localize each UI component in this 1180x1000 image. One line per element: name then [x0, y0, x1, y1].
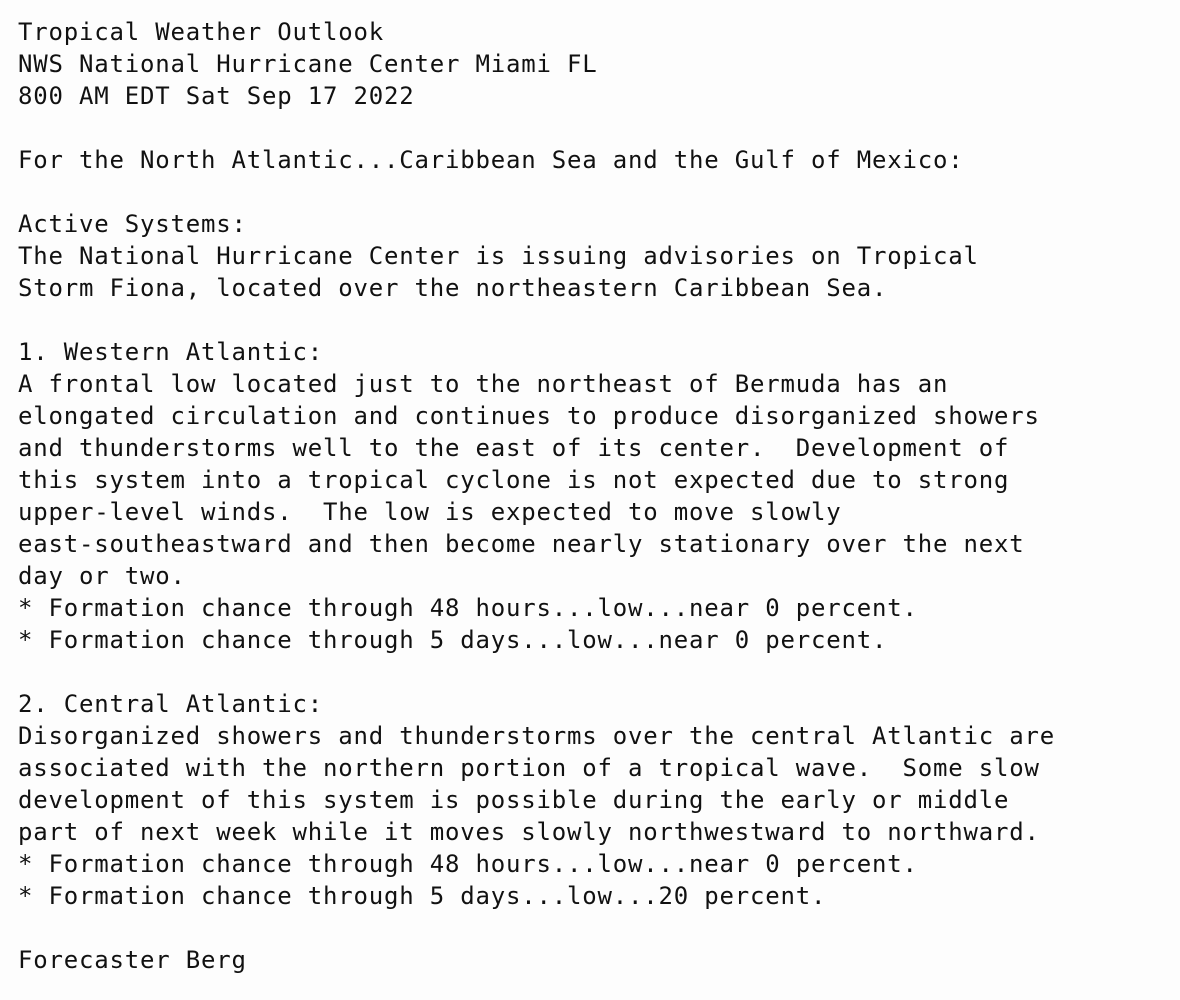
active-systems-heading: Active Systems: [18, 210, 247, 238]
system-2-text: Disorganized showers and thunderstorms over the central Atlantic are [18, 722, 1055, 750]
system-1-heading: 1. Western Atlantic: [18, 338, 323, 366]
document-title: Tropical Weather Outlook [18, 18, 384, 46]
system-1-text: A frontal low located just to the northeast of Bermuda has an [18, 370, 949, 398]
system-1-text: day or two. [18, 562, 186, 590]
issuing-office: NWS National Hurricane Center Miami FL [18, 50, 598, 78]
forecaster-signature: Forecaster Berg [18, 946, 247, 974]
system-2-text: associated with the northern portion of a tropical wave. Some slow [18, 754, 1040, 782]
spacer [18, 304, 1180, 336]
active-systems-text: The National Hurricane Center is issuing advisories on Tropical [18, 242, 979, 270]
system-1-text: and thunderstorms well to the east of its center. Development of [18, 434, 1010, 462]
system-2-chance-5d: * Formation chance through 5 days...low...20 percent. [18, 882, 827, 910]
system-1-text: elongated circulation and continues to produce disorganized showers [18, 402, 1040, 430]
system-1-text: this system into a tropical cyclone is not expected due to strong [18, 466, 1010, 494]
system-1-text: upper-level winds. The low is expected to move slowly [18, 498, 842, 526]
system-2-chance-48h: * Formation chance through 48 hours...low...near 0 percent. [18, 850, 918, 878]
issue-time: 800 AM EDT Sat Sep 17 2022 [18, 82, 415, 110]
system-1-text: east-southeastward and then become nearly stationary over the next [18, 530, 1025, 558]
spacer [18, 656, 1180, 688]
active-systems-text: Storm Fiona, located over the northeastern Caribbean Sea. [18, 274, 888, 302]
region-statement: For the North Atlantic...Caribbean Sea and the Gulf of Mexico: [18, 146, 964, 174]
system-1-chance-5d: * Formation chance through 5 days...low...near 0 percent. [18, 626, 888, 654]
spacer [18, 176, 1180, 208]
system-1-chance-48h: * Formation chance through 48 hours...low...near 0 percent. [18, 594, 918, 622]
system-2-text: development of this system is possible during the early or middle [18, 786, 1010, 814]
system-2-text: part of next week while it moves slowly northwestward to northward. [18, 818, 1040, 846]
spacer [18, 912, 1180, 944]
spacer [18, 112, 1180, 144]
system-2-heading: 2. Central Atlantic: [18, 690, 323, 718]
